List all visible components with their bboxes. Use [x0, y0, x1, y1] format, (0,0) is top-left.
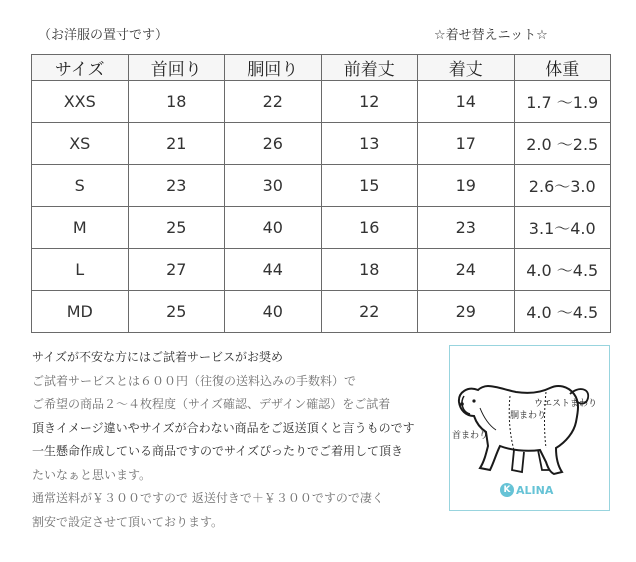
- table-cell: 16: [321, 207, 418, 249]
- table-cell: 25: [128, 207, 225, 249]
- table-cell: 3.1〜4.0: [514, 207, 611, 249]
- table-cell: 44: [225, 249, 322, 291]
- table-cell: MD: [32, 291, 129, 333]
- table-cell: 13: [321, 123, 418, 165]
- table-cell: 27: [128, 249, 225, 291]
- dog-nose: [460, 402, 464, 406]
- header-neck: 首回り: [128, 55, 225, 81]
- table-cell: 17: [418, 123, 515, 165]
- note-line: たいなぁと思います。: [32, 467, 152, 482]
- logo-text: ALINA: [516, 483, 554, 497]
- table-cell: 25: [128, 291, 225, 333]
- note-line: 割安で設定させて頂いております。: [32, 514, 224, 529]
- table-cell: 2.6〜3.0: [514, 165, 611, 207]
- table-cell: XS: [32, 123, 129, 165]
- header-size: サイズ: [32, 55, 129, 81]
- table-row: [32, 165, 611, 207]
- logo-mark: K: [500, 483, 514, 497]
- table-cell: L: [32, 249, 129, 291]
- table-cell: 19: [418, 165, 515, 207]
- table-cell: 23: [418, 207, 515, 249]
- table-cell: 40: [225, 207, 322, 249]
- header-length: 着丈: [418, 55, 515, 81]
- table-row: [32, 207, 611, 249]
- table-cell: 24: [418, 249, 515, 291]
- caption-left: （お洋服の置寸です）: [38, 28, 169, 43]
- caption-right: ☆着せ替えニット☆: [434, 28, 548, 43]
- table-cell: 2.0 〜2.5: [514, 123, 611, 165]
- table-cell: 30: [225, 165, 322, 207]
- waist-label: ウエストまわり: [534, 399, 598, 409]
- note-line: 通常送料が￥３００ですので 返送付きで＋￥３００ですので凄く: [32, 491, 384, 505]
- kalina-logo: [500, 483, 553, 497]
- table-cell: 26: [225, 123, 322, 165]
- header-weight: 体重: [514, 55, 611, 81]
- table-cell: 29: [418, 291, 515, 333]
- header-front-length: 前着丈: [321, 55, 418, 81]
- size-table: [31, 54, 611, 333]
- table-row: [32, 81, 611, 123]
- table-cell: 40: [225, 291, 322, 333]
- table-cell: 1.7 〜1.9: [514, 81, 611, 123]
- table-cell: 18: [128, 81, 225, 123]
- table-cell: 21: [128, 123, 225, 165]
- note-line: ご試着サービスとは６００円（往復の送料込みの手数料）で: [32, 373, 357, 388]
- table-cell: 12: [321, 81, 418, 123]
- note-line: サイズが不安な方にはご試着サービスがお奨め: [32, 350, 284, 364]
- neck-label: 首まわり: [452, 431, 489, 441]
- table-cell: 18: [321, 249, 418, 291]
- table-cell: 4.0 〜4.5: [514, 249, 611, 291]
- table-cell: M: [32, 207, 129, 249]
- table-row: [32, 249, 611, 291]
- dog-leg: [512, 450, 524, 472]
- chest-measure-line: [509, 396, 514, 450]
- note-line: 頂きイメージ違いやサイズが合わない商品をご返送頂くと言うものです: [32, 420, 415, 435]
- table-cell: 15: [321, 165, 418, 207]
- table-cell: S: [32, 165, 129, 207]
- table-cell: 4.0 〜4.5: [514, 291, 611, 333]
- dog-eye: [472, 399, 475, 402]
- table-row: [32, 291, 611, 333]
- table-cell: 22: [225, 81, 322, 123]
- chest-label: 胴まわり: [510, 411, 547, 421]
- table-cell: XXS: [32, 81, 129, 123]
- dog-measurement-diagram: [449, 345, 610, 511]
- fitting-service-notes: [32, 346, 442, 534]
- neck-measure-line: [480, 408, 496, 430]
- table-header-row: [32, 55, 611, 81]
- note-line: 一生懸命作成している商品ですのでサイズぴったりでご着用して頂き: [32, 444, 404, 458]
- table-cell: 22: [321, 291, 418, 333]
- table-cell: 14: [418, 81, 515, 123]
- table-row: [32, 123, 611, 165]
- note-line: ご希望の商品２～４枚程度（サイズ確認、デザイン確認）をご試着: [32, 397, 391, 411]
- table-cell: 23: [128, 165, 225, 207]
- header-chest: 胴回り: [225, 55, 322, 81]
